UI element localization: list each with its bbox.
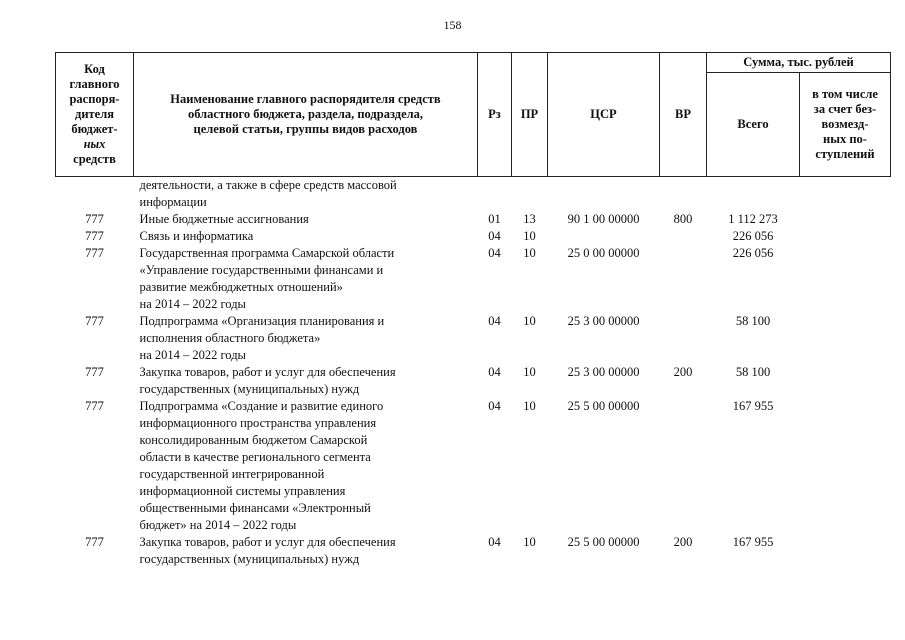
header-csr: ЦСР <box>548 53 660 177</box>
cell-total: 226 056 <box>732 229 774 243</box>
cell-total: 167 955 <box>732 399 774 413</box>
cell-total: 58 100 <box>735 365 771 379</box>
cell-free <box>800 211 891 228</box>
cell-name: Подпрограмма «Организация планирования и исполнения областного бюджета» на 2014 – 2022 годы <box>139 314 385 362</box>
cell-free <box>800 364 891 398</box>
cell-name: Закупка товаров, работ и услуг для обеспечения государственных (муниципальных) нужд <box>139 535 396 566</box>
cell-rz: 04 <box>488 399 501 413</box>
cell-rz <box>478 177 512 212</box>
cell-code: 777 <box>85 399 104 413</box>
cell-vr <box>660 398 707 534</box>
cell-pr: 10 <box>523 399 536 413</box>
cell-csr: 25 5 00 00000 <box>567 399 640 413</box>
table-row <box>56 398 891 534</box>
page-number: 158 <box>443 18 462 32</box>
cell-free <box>800 245 891 313</box>
cell-pr: 10 <box>523 246 536 260</box>
cell-pr: 13 <box>523 212 536 226</box>
cell-free <box>800 313 891 364</box>
table-row <box>56 228 891 245</box>
cell-code: 777 <box>85 535 104 549</box>
table-row <box>56 211 891 228</box>
cell-name: Государственная программа Самарской области «Управление государственными финансами и развитие межбюджетных отношений» на 2014 – 2022 годы <box>139 246 395 311</box>
cell-pr: 10 <box>523 314 536 328</box>
cell-vr: 200 <box>673 535 693 549</box>
cell-vr <box>660 313 707 364</box>
header-rz: Рз <box>478 53 512 177</box>
cell-rz: 01 <box>488 212 501 226</box>
table-row <box>56 534 891 568</box>
cell-rz: 04 <box>488 314 501 328</box>
cell-code: 777 <box>85 314 104 328</box>
cell-vr: 200 <box>673 365 693 379</box>
table-row <box>56 245 891 313</box>
cell-csr: 25 3 00 00000 <box>567 314 640 328</box>
table-row <box>56 364 891 398</box>
header-pr: ПР <box>512 53 548 177</box>
table-row <box>56 313 891 364</box>
cell-vr <box>660 228 707 245</box>
cell-csr <box>548 228 660 245</box>
budget-table <box>55 52 891 568</box>
cell-code: 777 <box>85 229 104 243</box>
cell-code: 777 <box>85 212 104 226</box>
cell-rz: 04 <box>488 535 501 549</box>
header-sum: Сумма, тыс. рублей <box>707 53 891 73</box>
cell-free <box>800 228 891 245</box>
cell-pr: 10 <box>523 229 536 243</box>
cell-free <box>800 398 891 534</box>
cell-code <box>56 177 134 212</box>
cell-vr: 800 <box>673 212 693 226</box>
cell-pr: 10 <box>523 365 536 379</box>
cell-csr: 25 3 00 00000 <box>567 365 640 379</box>
cell-total: 226 056 <box>732 246 774 260</box>
header-free: в том числе за счет без- возмезд- ных по- ступлений <box>800 73 891 177</box>
cell-rz: 04 <box>488 365 501 379</box>
table-row <box>56 177 891 212</box>
cell-pr <box>512 177 548 212</box>
cell-code: 777 <box>85 246 104 260</box>
cell-name: Подпрограмма «Создание и развитие единого информационного пространства управления консолидированным бюджетом Самарской области в качестве регионального сегмента государственной интегрированной информационной системы управления общественными финансами «Электронный бюджет» на 2014 – 2022 годы <box>139 399 384 532</box>
header-name: Наименование главного распорядителя средств областного бюджета, раздела, подраздела, целевой статьи, группы видов расходов <box>134 53 478 177</box>
cell-total: 1 112 273 <box>728 212 778 226</box>
cell-total: 167 955 <box>732 535 774 549</box>
cell-name: Закупка товаров, работ и услуг для обеспечения государственных (муниципальных) нужд <box>139 365 396 396</box>
table-body <box>56 177 891 569</box>
cell-csr: 90 1 00 00000 <box>567 212 640 226</box>
header-code: Код главного распоря- дителя бюджет- ных средств <box>56 53 134 177</box>
cell-csr <box>548 177 660 212</box>
cell-free <box>800 177 891 212</box>
cell-pr: 10 <box>523 535 536 549</box>
cell-code: 777 <box>85 365 104 379</box>
cell-csr: 25 0 00 00000 <box>567 246 640 260</box>
cell-name: деятельности, а также в сфере средств массовой информации <box>139 178 397 209</box>
cell-vr <box>660 177 707 212</box>
cell-rz: 04 <box>488 229 501 243</box>
header-total: Всего <box>707 73 800 177</box>
cell-rz: 04 <box>488 246 501 260</box>
cell-name: Иные бюджетные ассигнования <box>139 212 309 226</box>
header-vr: ВР <box>660 53 707 177</box>
cell-csr: 25 5 00 00000 <box>567 535 640 549</box>
cell-name: Связь и информатика <box>139 229 254 243</box>
cell-free <box>800 534 891 568</box>
cell-vr <box>660 245 707 313</box>
cell-total <box>707 177 800 212</box>
cell-total: 58 100 <box>735 314 771 328</box>
